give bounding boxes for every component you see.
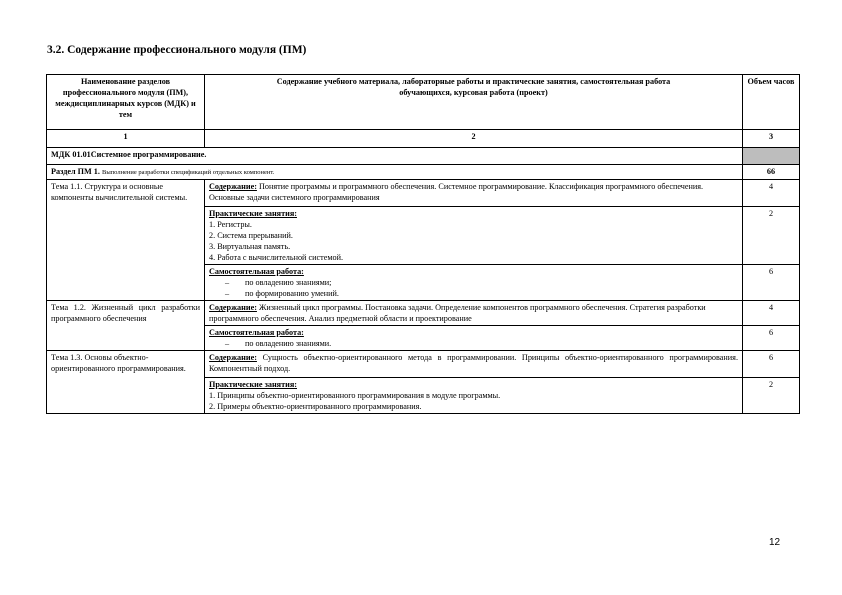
practice-item: 3. Виртуальная память. bbox=[209, 242, 291, 251]
self-work-label: Самостоятельная работа: bbox=[209, 328, 304, 337]
content-text: Сущность объектно-ориентированного метода в программировании. Принципы объектно-ориентированного программирования. Компонентный подход. bbox=[209, 353, 738, 373]
mdk-row bbox=[47, 148, 800, 165]
page-number: 12 bbox=[769, 537, 781, 548]
content-label: Содержание: bbox=[209, 353, 257, 362]
topic-3-content-row bbox=[47, 351, 800, 378]
content-text: Жизненный цикл программы. Постановка задачи. Определение компонентов программного обеспечения. Стратегия разработки программного обеспечения. Анализ предметной области и проектирование bbox=[209, 303, 706, 323]
practice-item: 2. Система прерываний. bbox=[209, 231, 293, 240]
topic-2-content-hours: 4 bbox=[743, 301, 800, 326]
practice-label: Практические занятия: bbox=[209, 209, 297, 218]
section-title bbox=[47, 165, 743, 180]
content-label: Содержание: bbox=[209, 182, 257, 191]
topic-3-content-hours: 6 bbox=[743, 351, 800, 378]
self-work-item: – по формированию умений. bbox=[225, 289, 339, 298]
column-number-2: 2 bbox=[205, 130, 743, 148]
practice-item: 1. Регистры. bbox=[209, 220, 252, 229]
section-heading: 3.2. Содержание профессионального модуля (ПМ) bbox=[47, 44, 307, 56]
section-hours: 66 bbox=[743, 165, 800, 180]
topic-2-content bbox=[205, 301, 743, 326]
header-sections: Наименование разделов профессионального модуля (ПМ), междисциплинарных курсов (МДК) и тем bbox=[47, 75, 205, 130]
topic-1-content-hours: 4 bbox=[743, 180, 800, 207]
header-content: Содержание учебного материала, лабораторные работы и практические занятия, самостоятельная работа обучающихся, курсовая работа (проект) bbox=[205, 75, 743, 130]
topic-2-content-row bbox=[47, 301, 800, 326]
topic-2-title: Тема 1.2. Жизненный цикл разработки программного обеспечения bbox=[47, 301, 205, 351]
curriculum-table bbox=[46, 74, 800, 414]
section-text: Выполнение разработки спецификаций отдельных компонент. bbox=[101, 169, 275, 176]
topic-3-practice bbox=[205, 378, 743, 414]
section-label: Раздел ПМ 1. bbox=[51, 167, 100, 176]
practice-item: 2. Примеры объектно-ориентированного программирования. bbox=[209, 402, 422, 411]
topic-2-self-hours: 6 bbox=[743, 326, 800, 351]
header-hours: Объем часов bbox=[743, 75, 800, 130]
topic-3-content bbox=[205, 351, 743, 378]
content-label: Содержание: bbox=[209, 303, 257, 312]
practice-label: Практические занятия: bbox=[209, 380, 297, 389]
topic-1-content bbox=[205, 180, 743, 207]
topic-1-practice-hours: 2 bbox=[743, 207, 800, 265]
content-text: Понятие программы и программного обеспечения. Системное программирование. Классификация программного обеспечения. Основные задачи системного программирования bbox=[209, 182, 704, 202]
table-header-row bbox=[47, 75, 800, 130]
self-work-item: – по овладению знаниями. bbox=[225, 339, 332, 348]
mdk-hours-cell bbox=[743, 148, 800, 165]
self-work-item: – по овладению знаниями; bbox=[225, 278, 332, 287]
topic-1-practice bbox=[205, 207, 743, 265]
topic-1-self bbox=[205, 265, 743, 301]
topic-3-title: Тема 1.3. Основы объектно-ориентированного программирования. bbox=[47, 351, 205, 414]
topic-1-content-row bbox=[47, 180, 800, 207]
topic-1-title: Тема 1.1. Структура и основные компоненты вычислительной системы. bbox=[47, 180, 205, 301]
topic-1-self-hours: 6 bbox=[743, 265, 800, 301]
mdk-title: МДК 01.01Системное программирование. bbox=[47, 148, 743, 165]
column-number-row bbox=[47, 130, 800, 148]
practice-item: 4. Работа с вычислительной системой. bbox=[209, 253, 344, 262]
practice-item: 1. Принципы объектно-ориентированного программирования в модуле программы. bbox=[209, 391, 501, 400]
topic-2-self bbox=[205, 326, 743, 351]
column-number-3: 3 bbox=[743, 130, 800, 148]
section-row bbox=[47, 165, 800, 180]
self-work-label: Самостоятельная работа: bbox=[209, 267, 304, 276]
column-number-1: 1 bbox=[47, 130, 205, 148]
topic-3-practice-hours: 2 bbox=[743, 378, 800, 414]
